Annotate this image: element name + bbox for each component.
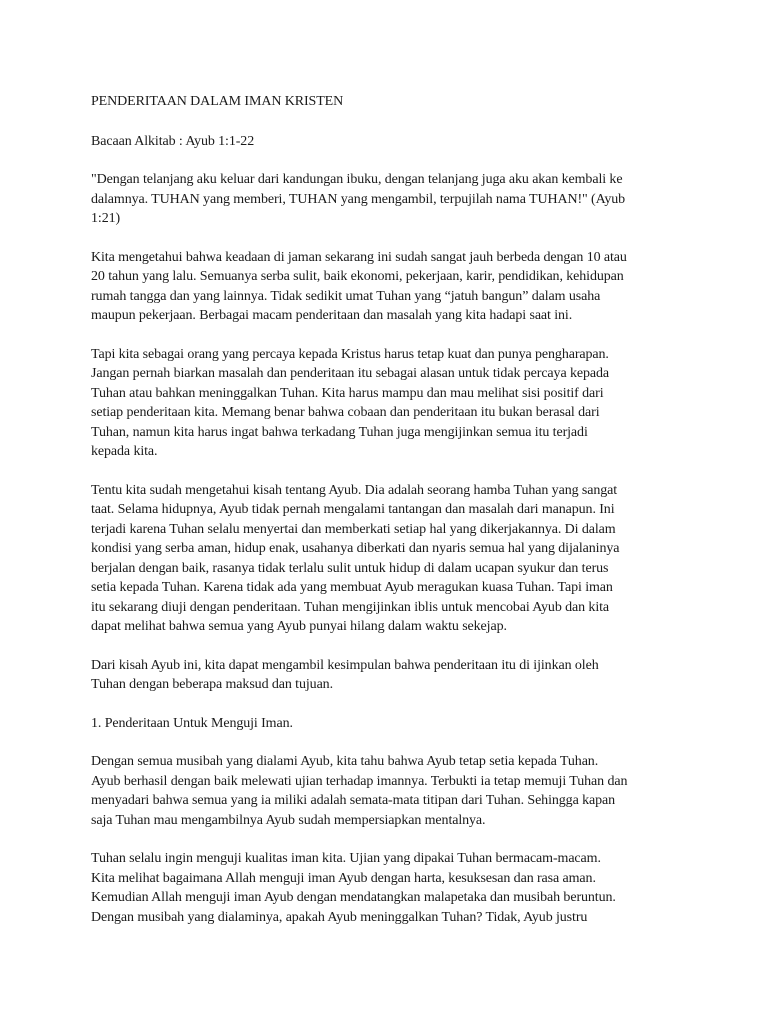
body-paragraph: Kita mengetahui bahwa keadaan di jaman sekarang ini sudah sangat jauh berbeda dengan 10 atau 20 tahun yang lalu. Semuanya serba sulit, baik ekonomi, pekerjaan, karir, pendidikan, kehidupan rumah tangga dan yang lainnya. Tidak sedikit umat Tuhan yang “jatuh bangun” dalam usaha maupun pekerjaan. Berbagai macam penderitaan dan masalah yang kita hadapi saat ini. <box>91 249 627 323</box>
body-paragraph: Tuhan selalu ingin menguji kualitas iman kita. Ujian yang dipakai Tuhan bermacam-macam. Kita melihat bagaimana Allah menguji iman Ayub dengan harta, kesuksesan dan rasa aman. Kemudian Allah menguji iman Ayub dengan mendatangkan malapetaka dan musibah beruntun. Dengan musibah yang dialaminya, apakah Ayub meninggalkan Tuhan? Tidak, Ayub justru <box>91 851 616 925</box>
body-paragraph: Dari kisah Ayub ini, kita dapat mengambil kesimpulan bahwa penderitaan itu di ijinkan oleh Tuhan dengan beberapa maksud dan tujuan. <box>91 657 599 692</box>
bible-reading-reference: Bacaan Alkitab : Ayub 1:1-22 <box>91 133 255 149</box>
document-body <box>91 92 686 946</box>
body-paragraph: Tentu kita sudah mengetahui kisah tentang Ayub. Dia adalah seorang hamba Tuhan yang sangat taat. Selama hidupnya, Ayub tidak pernah mengalami tantangan dan masalah dari manapun. Ini terjadi karena Tuhan selalu menyertai dan memberkati setiap hal yang dikerjakannya. Di dalam kondisi yang serba aman, hidup enak, usahanya diberkati dan nyaris semua hal yang dijalaninya berjalan dengan baik, rasanya tidak terlalu sulit untuk hidup di dalam ucapan syukur dan terus setia kepada Tuhan. Karena tidak ada yang membuat Ayub meragukan kuasa Tuhan. Tapi iman itu sekarang diuji dengan penderitaan. Tuhan mengijinkan iblis untuk mencobai Ayub dan kita dapat melihat bahwa semua yang Ayub punyai hilang dalam waktu sekejap. <box>91 482 620 634</box>
body-paragraph: Tapi kita sebagai orang yang percaya kepada Kristus harus tetap kuat dan punya pengharapan. Jangan pernah biarkan masalah dan penderitaan itu sebagai alasan untuk tidak percaya kepada Tuhan atau bahkan meninggalkan Tuhan. Kita harus mampu dan mau melihat sisi positif dari setiap penderitaan kita. Memang benar bahwa cobaan dan penderitaan itu bukan berasal dari Tuhan, namun kita harus ingat bahwa terkadang Tuhan juga mengijinkan semua itu terjadi kepada kita. <box>91 346 610 459</box>
body-paragraph: Dengan semua musibah yang dialami Ayub, kita tahu bahwa Ayub tetap setia kepada Tuhan. Ayub berhasil dengan baik melewati ujian terhadap imannya. Terbukti ia tetap memuji Tuhan dan menyadari bahwa semua yang ia miliki adalah semata-mata titipan dari Tuhan. Sehingga kapan saja Tuhan mau mengambilnya Ayub sudah mempersiapkan mentalnya. <box>91 754 628 828</box>
quote-paragraph: "Dengan telanjang aku keluar dari kandungan ibuku, dengan telanjang juga aku akan kembali ke dalamnya. TUHAN yang memberi, TUHAN yang mengambil, terpujilah nama TUHAN!" (Ayub 1:21) <box>91 172 626 226</box>
document-title: PENDERITAAN DALAM IMAN KRISTEN <box>91 94 344 109</box>
section-heading: 1. Penderitaan Untuk Menguji Iman. <box>91 715 293 731</box>
